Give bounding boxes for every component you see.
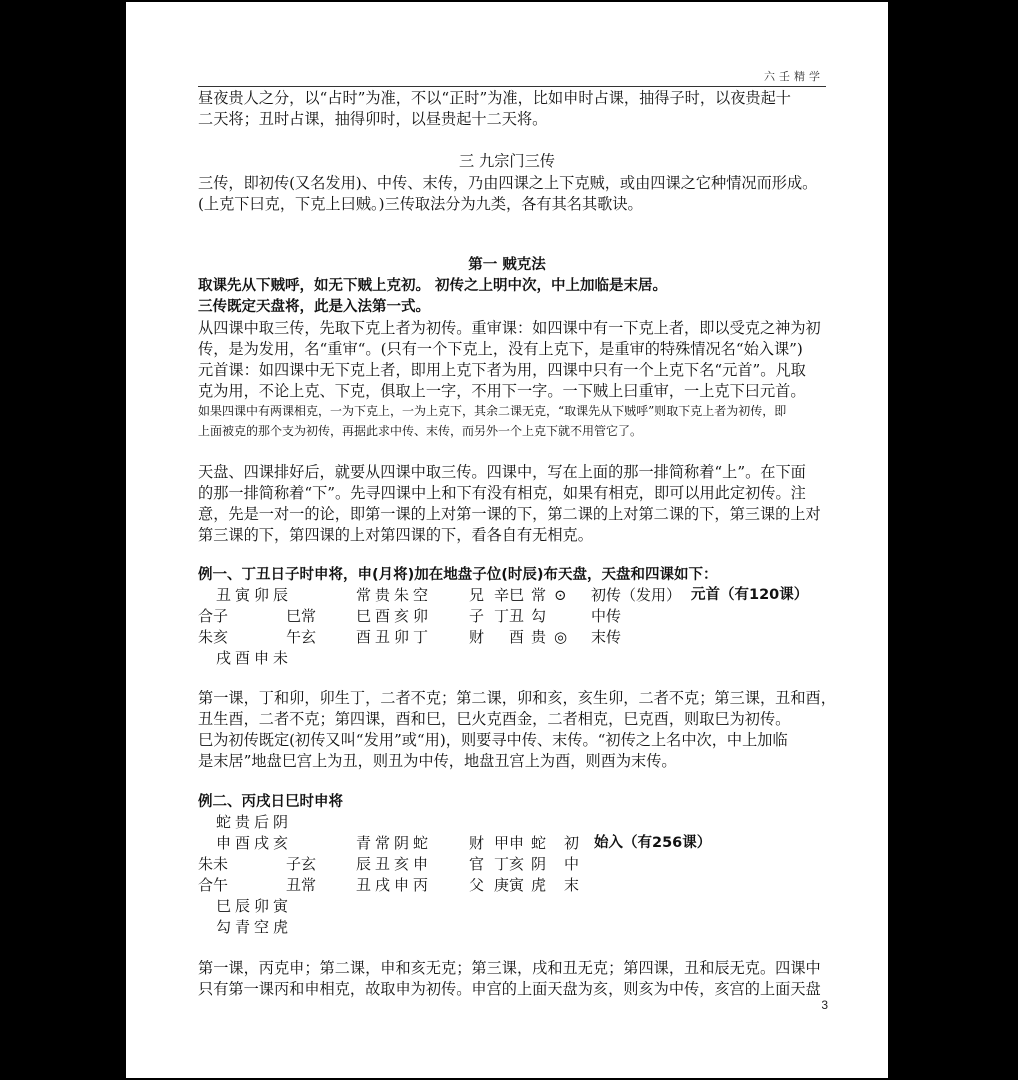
- example2-analysis-2: 只有第一课丙和申相克，故取申为初传。申宫的上面天盘为亥，则亥为中传，亥宫的上面天盘: [198, 980, 821, 998]
- para2-line-3: 意，先是一对一的论，即第一课的上对第一课的下，第二课的上对第二课的下，第三课的上对: [198, 505, 821, 523]
- liuqin: 兄: [469, 586, 489, 604]
- sike-row-1: 青常阴蛇: [356, 834, 433, 852]
- tianpan-top: 丑寅卯辰: [216, 586, 293, 604]
- section-line-2: (上克下曰克，下克上曰贼。)三传取法分为九类，各有其名其歌诀。: [198, 195, 643, 213]
- tianpan-jiang-top: 蛇贵后阴: [216, 813, 293, 831]
- verse-line-1: 取课先从下贼呼，如无下贼上克初。 初传之上明中次，中上加临是末居。: [198, 278, 668, 294]
- tianpan-right-low: 丑常: [286, 876, 317, 894]
- tianpan-left-mid: 朱未: [198, 855, 229, 873]
- liuqin: 官: [469, 855, 489, 873]
- tianpan-right-low: 午玄: [286, 628, 317, 646]
- explain-line-2: 传，是为发用，名“重审“。(只有一个下克上，没有上克下，是重审的特殊情况名“始入课”): [198, 340, 803, 358]
- gan-zhi: 酉: [494, 628, 525, 646]
- gan-zhi: 丁亥: [494, 855, 525, 873]
- gan-zhi: 辛巳: [494, 586, 525, 604]
- tianpan-left-mid: 合子: [198, 607, 229, 625]
- example1-analysis-2: 丑生酉，二者不克；第四课，酉和巳，巳火克酉金，二者相克，巳克酉，则取巳为初传。: [198, 710, 791, 728]
- section-title: 三 九宗门三传: [459, 152, 555, 170]
- chuan-label: 中传: [591, 607, 622, 625]
- intro-line-2: 二天将；丑时占课，抽得卯时，以昼贵起十二天将。: [198, 110, 548, 128]
- liuqin: 子: [469, 607, 489, 625]
- tianpan-bottom: 巳辰卯寅: [216, 897, 293, 915]
- tianpan-left-low: 合午: [198, 876, 229, 894]
- section-line-1: 三传，即初传(又名发用)、中传、末传，乃由四课之上下克贼，或由四课之它种情况而形成。: [198, 174, 818, 192]
- intro-line-1: 昼夜贵人之分，以“占时”为准，不以“正时”为准，比如申时占课，抽得子时，以夜贵起十: [198, 89, 791, 107]
- chuan-label: 末传: [591, 628, 622, 646]
- chuan-label: 初传（发用）: [591, 586, 682, 604]
- para2-line-1: 天盘、四课排好后，就要从四课中取三传。四课中，写在上面的那一排简称着“上”。在下面: [198, 463, 806, 481]
- example1-analysis-1: 第一课，丁和卯，卯生丁，二者不克；第二课，卯和亥，亥生卯，二者不克；第三课，丑和酉，: [198, 689, 836, 707]
- tianpan-jiang-bottom: 勾青空虎: [216, 918, 293, 936]
- tianpan-right-mid: 子玄: [286, 855, 317, 873]
- running-header: 六壬精学: [764, 70, 824, 83]
- document-page: [126, 2, 888, 1078]
- explain-line-3: 元首课：如四课中无下克上者，即用上克下者为用，四课中只有一个上克下名“元首”。凡取: [198, 361, 806, 379]
- tianpan-left-low: 朱亥: [198, 628, 229, 646]
- jiang: 蛇: [531, 834, 551, 852]
- page-number: 3: [821, 998, 828, 1012]
- jiang: 阴: [531, 855, 551, 873]
- liuqin: 财: [469, 628, 489, 646]
- chuan-position: 初: [564, 834, 584, 852]
- jiang: 虎: [531, 876, 551, 894]
- tianpan-top: 申酉戌亥: [216, 834, 293, 852]
- ke-type-note: 始入（有256课）: [594, 835, 712, 851]
- sike-row-3: 丑戌申丙: [356, 876, 433, 894]
- jiang: 勾: [531, 607, 551, 625]
- gan-zhi: 庚寅: [494, 876, 525, 894]
- jiang: 贵: [531, 628, 551, 646]
- liuqin: 财: [469, 834, 489, 852]
- jiang: 常: [531, 586, 551, 604]
- explain-line-4: 克为用，不论上克、下克，俱取上一字，不用下一字。一下贼上曰重审，一上克下曰元首。: [198, 382, 806, 400]
- header-rule: [198, 86, 826, 87]
- example1-title: 例一、丁丑日子时申将，申(月将)加在地盘子位(时辰)布天盘，天盘和四课如下：: [198, 567, 718, 583]
- double-circle-mark-icon: ◎: [554, 628, 572, 646]
- verse-line-2: 三传既定天盘将，此是入法第一式。: [198, 299, 430, 315]
- ke-type-note: 元首（有120课）: [691, 587, 809, 603]
- note-line-1: 如果四课中有两课相克，一为下克上，一为上克下，其余二课无克，“取课先从下贼呼”则取下克上者为初传，即: [198, 404, 787, 418]
- gan-zhi: 丁丑: [494, 607, 525, 625]
- sike-row-2: 辰丑亥申: [356, 855, 433, 873]
- gan-zhi: 甲申: [494, 834, 525, 852]
- example2-analysis-1: 第一课，丙克申；第二课，申和亥无克；第三课，戌和丑无克；第四课，丑和辰无克。四课中: [198, 959, 821, 977]
- tianpan-right-mid: 巳常: [286, 607, 317, 625]
- example1-analysis-4: 是末居”地盘巳宫上为丑，则丑为中传，地盘丑宫上为酉，则酉为末传。: [198, 752, 677, 770]
- liuqin: 父: [469, 876, 489, 894]
- method-title: 第一 贼克法: [468, 257, 546, 273]
- explain-line-1: 从四课中取三传，先取下克上者为初传。重审课：如四课中有一下克上者，即以受克之神为初: [198, 319, 821, 337]
- sike-row-3: 酉丑卯丁: [356, 628, 433, 646]
- sike-row-2: 巳酉亥卯: [356, 607, 433, 625]
- para2-line-2: 的那一排简称着“下”。先寻四课中上和下有没有相克，如果有相克，即可以用此定初传。注: [198, 484, 806, 502]
- chuan-position: 中: [564, 855, 584, 873]
- chuan-position: 末: [564, 876, 584, 894]
- sun-mark-icon: ⊙: [554, 586, 571, 604]
- example1-analysis-3: 巳为初传既定(初传又叫“发用”或“用)，则要寻中传、末传。“初传之上名中次，中上加临: [198, 731, 788, 749]
- para2-line-4: 第三课的下，第四课的上对第四课的下，看各自有无相克。: [198, 526, 593, 544]
- sike-row-1: 常贵朱空: [356, 586, 433, 604]
- example2-title: 例二、丙戌日巳时申将: [198, 794, 343, 810]
- note-line-2: 上面被克的那个支为初传，再据此求中传、末传，而另外一个上克下就不用管它了。: [198, 424, 643, 438]
- tianpan-bottom: 戌酉申未: [216, 649, 293, 667]
